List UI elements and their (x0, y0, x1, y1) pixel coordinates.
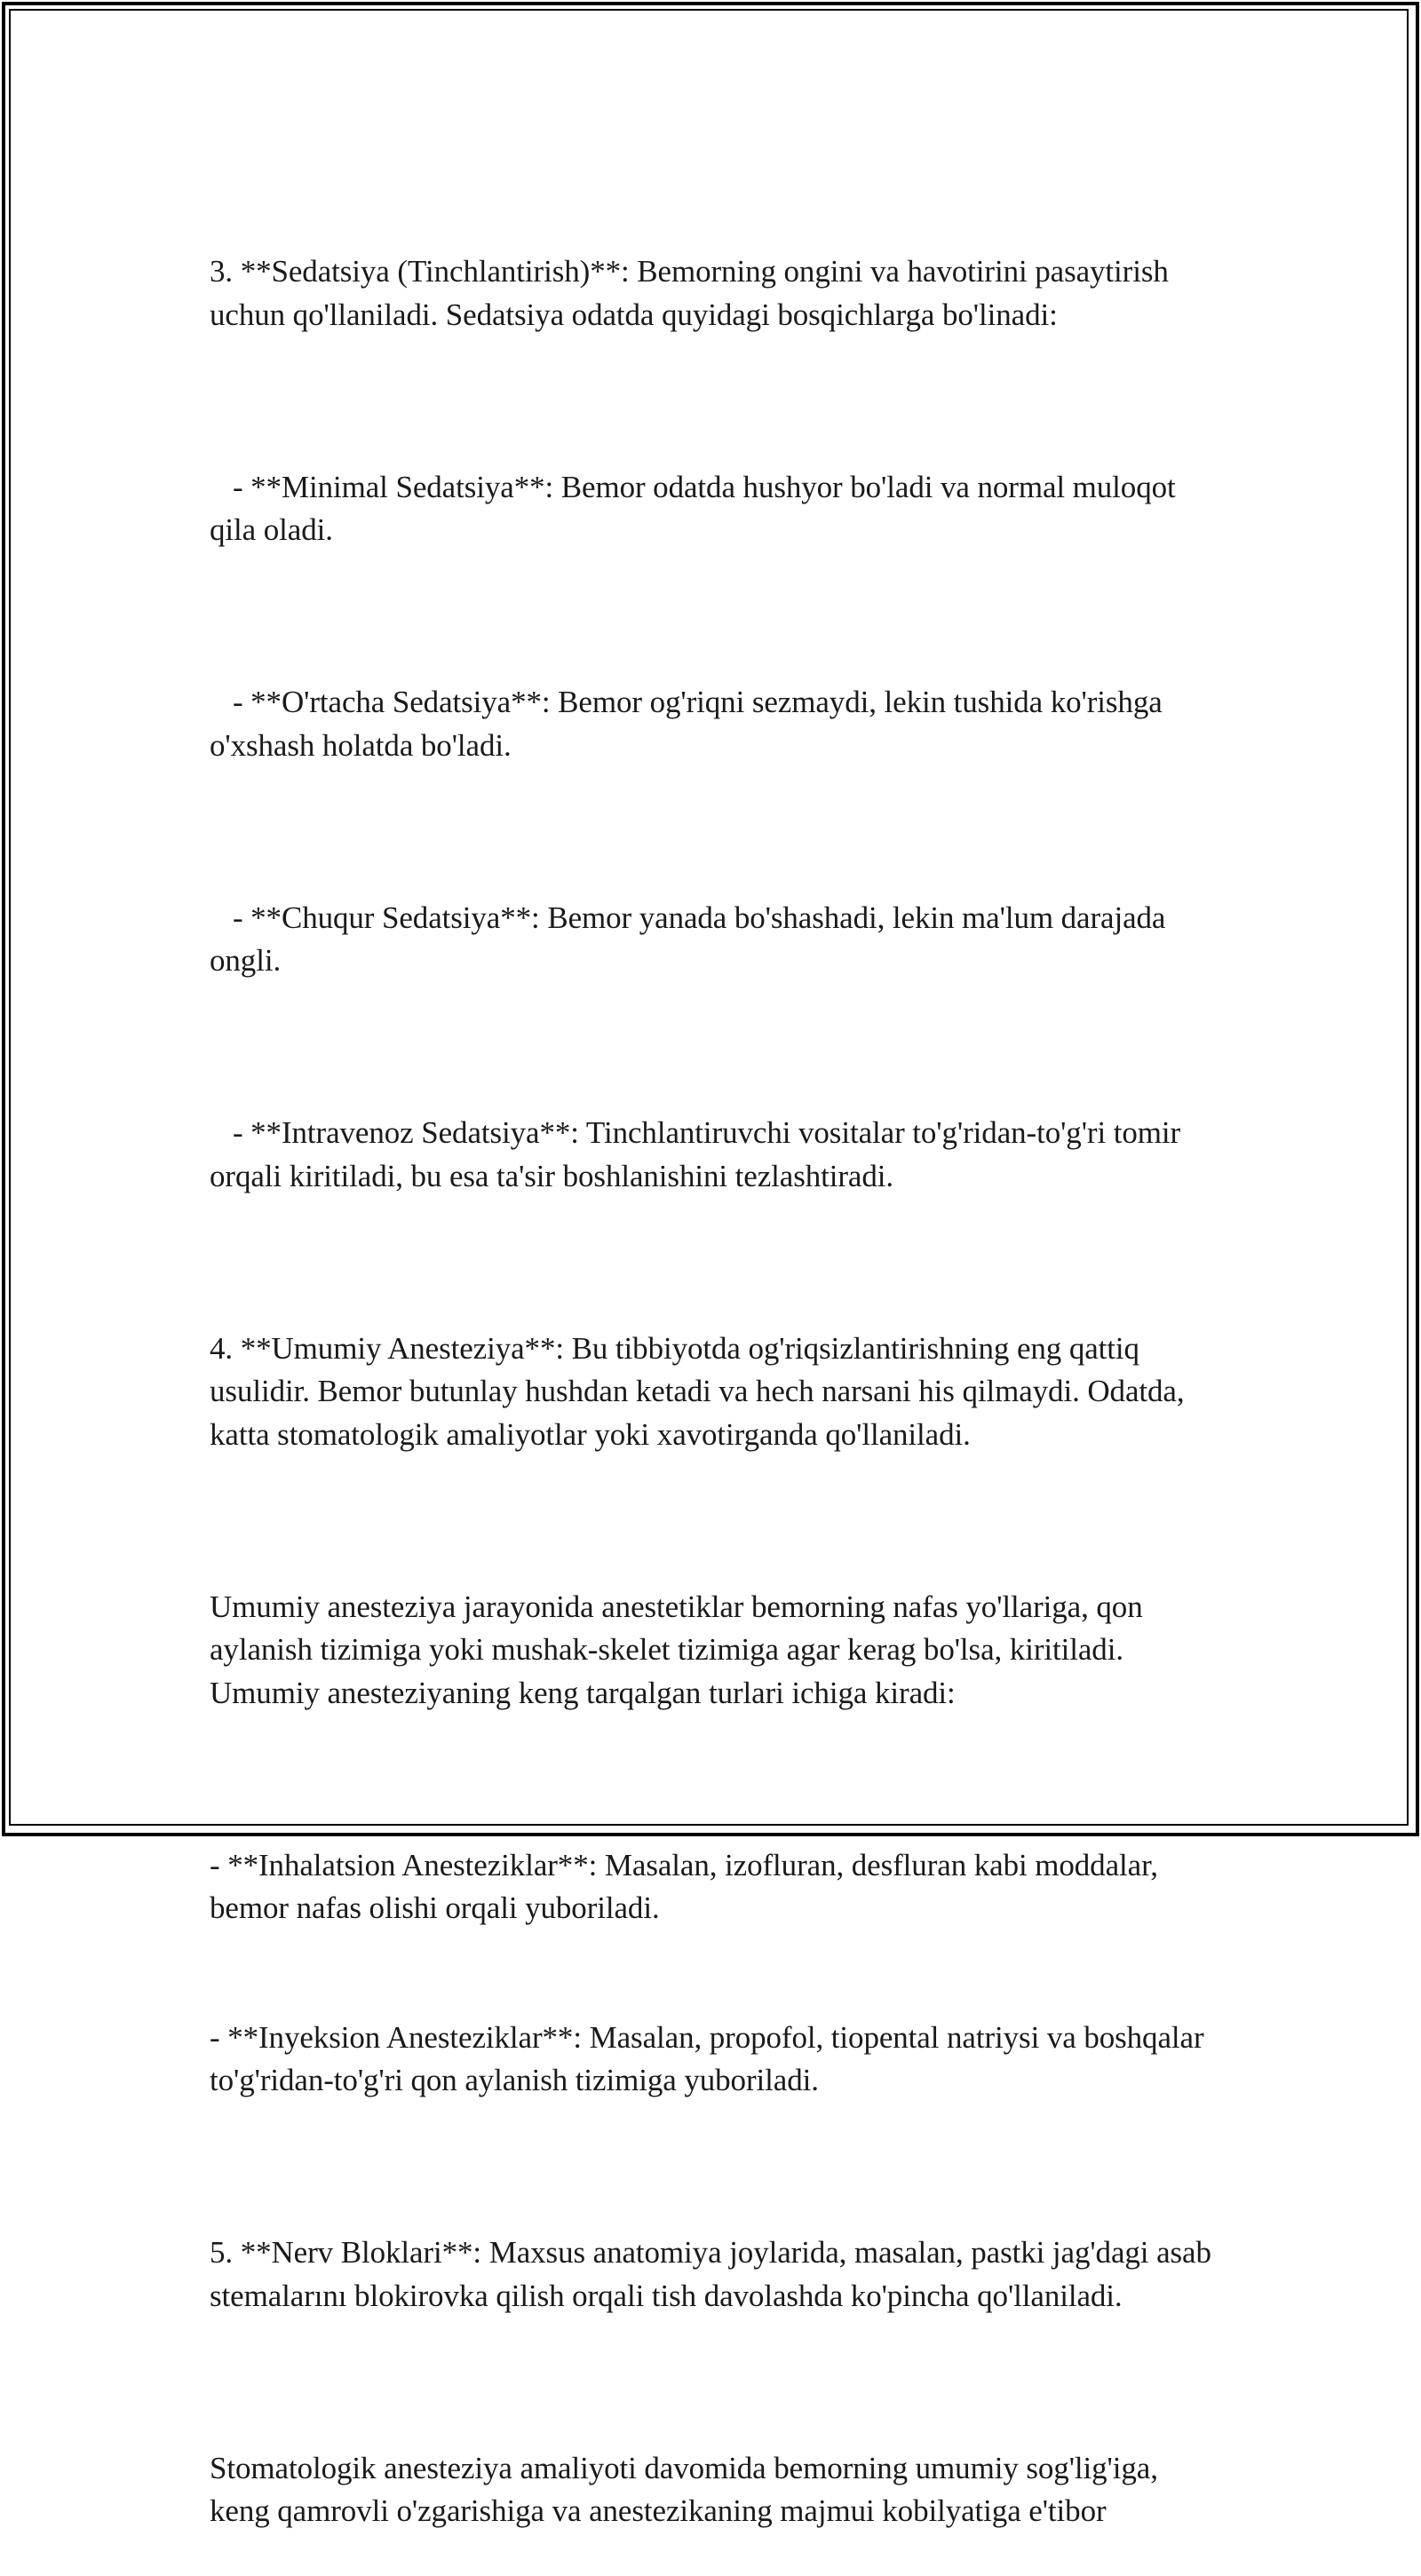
paragraph-general-anesthesia-process: Umumiy anesteziya jarayonida anestetiklar bemorning nafas yo'llariga, qon aylanish tizimiga yoki mushak-skelet tizimiga agar kerag bo'lsa, kiritiladi. Umumiy anesteziyaning keng tarqalgan turlari ichiga kiradi: (210, 1589, 1151, 1710)
document-body (210, 164, 1222, 2576)
list-item-deep-sedation: - **Chuqur Sedatsiya**: Bemor yanada bo'shashadi, lekin ma'lum darajada ongli. (210, 900, 1173, 978)
paragraph-conclusion: Stomatologik anesteziya amaliyoti davomida bemorning umumiy sog'lig'iga, keng qamrovli o'zgarishiga va anestezikaning majmui kobilyatiga e'tibor (210, 2450, 1166, 2528)
list-item-minimal-sedation: - **Minimal Sedatsiya**: Bemor odatda hushyor bo'ladi va normal muloqot qila oladi. (210, 469, 1184, 547)
paragraph-sedation: 3. **Sedatsiya (Tinchlantirish)**: Bemorning ongini va havotirini pasaytirish uchun qo'llaniladi. Sedatsiya odatda quyidagi bosqichlarga bo'linadi: (210, 254, 1177, 332)
paragraph-general-anesthesia: 4. **Umumiy Anesteziya**: Bu tibbiyotda og'riqsizlantirishning eng qattiq usulidir. Bemor butunlay hushdan ketadi va hech narsani his qilmaydi. Odatda, katta stomatologik amaliyotlar yoki xavotirganda qo'llaniladi. (210, 1330, 1193, 1452)
list-item-inhalation-anesthetics: - **Inhalatsion Anesteziklar**: Masalan, izofluran, desfluran kabi moddalar, bemor nafas olishi orqali yuboriladi. (210, 1847, 1166, 1925)
list-item-injection-anesthetics: - **Inyeksion Anesteziklar**: Masalan, propofol, tiopental natriysi va boshqalar to'g'ridan-to'g'ri qon aylanish tizimiga yuboriladi. (210, 2019, 1212, 2097)
list-item-intravenous-sedation: - **Intravenoz Sedatsiya**: Tinchlantiruvchi vositalar to'g'ridan-to'g'ri tomir orqali kiritiladi, bu esa ta'sir boshlanishini tezlashtiradi. (210, 1115, 1188, 1193)
paragraph-nerve-blocks: 5. **Nerv Bloklari**: Maxsus anatomiya joylarida, masalan, pastki jag'dagi asab stemalarını blokirovka qilish orqali tish davolashda ko'pincha qo'llaniladi. (210, 2235, 1219, 2313)
list-item-moderate-sedation: - **O'rtacha Sedatsiya**: Bemor og'riqni sezmaydi, lekin tushida ko'rishga o'xshash holatda bo'ladi. (210, 685, 1171, 763)
